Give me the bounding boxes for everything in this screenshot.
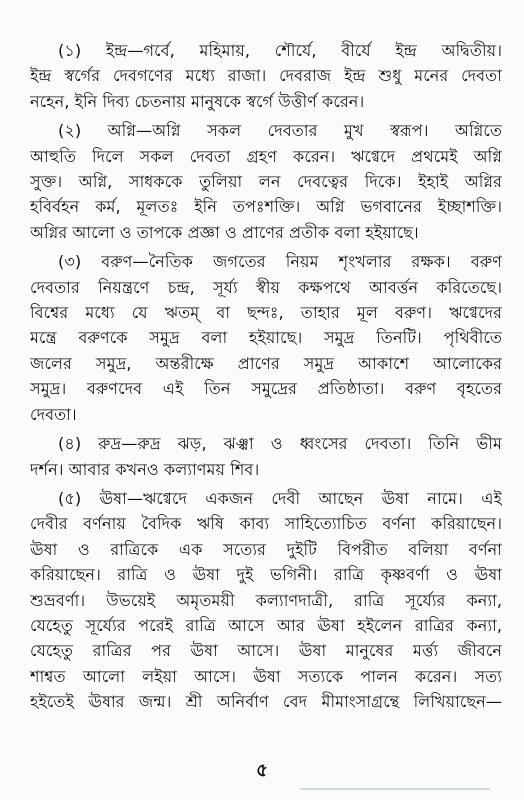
page-number: ৫ <box>256 760 268 781</box>
text-line: (৫) ঊষা—ঋগ্বেদে একজন দেবী আছেন ঊষা নামে। এই <box>58 488 502 508</box>
paragraph-rudra <box>30 431 502 482</box>
text-line: মন্ত্রে বরুণকে সমুদ্র বলা হইয়াছে। সমুদ্র তিনটি। পৃথিবীতে <box>30 328 502 348</box>
scan-artifact <box>300 788 490 796</box>
text-line: জলের সমুদ্র, অন্তরীক্ষে প্রাণের সমুদ্র আকাশে আলোকের <box>30 353 502 373</box>
text-line: দেবতা। <box>30 404 77 424</box>
text-line: হবির্বহন কর্ম, মূলতঃ ইনি তপঃশক্তি। অগ্নি ভগবানের ইচ্ছাশক্তি। <box>30 197 502 217</box>
text-line: দর্শন। আবার কখনও কল্যাণময় শিব। <box>30 459 260 479</box>
text-line: সুক্ত। অগ্নি, সাধককে তুলিয়া লন দেবত্বের দিকে। ইহাই অগ্নির <box>30 172 502 192</box>
text-line: ইন্দ্র স্বর্গের দেবগণের মধ্যে রাজা। দেবরাজ ইন্দ্র শুধু মনের দেবতা <box>30 66 502 86</box>
paragraph-indra <box>30 38 502 114</box>
paragraph-varuna <box>30 249 502 427</box>
text-line: দেবতার নিয়ন্ত্রণে চন্দ্র, সূর্য্য স্বীয় কক্ষপথে আবর্ত্তন করিতেছে। <box>30 277 502 297</box>
text-line: আহুতি দিলে সকল দেবতা গ্রহণ করেন। ঋগ্বেদে প্রথমেই অগ্নি <box>30 146 502 166</box>
text-line: অগ্নির আলো ও তাপকে প্রজ্ঞা ও প্রাণের প্রতীক বলা হইয়াছে। <box>30 222 419 242</box>
text-line: যেহেতু রাত্রির পর ঊষা আসে। ঊষা মানুষের মর্ত্ত্য জীবনে <box>30 641 502 661</box>
text-line: (১) ইন্দ্র—গর্বে, মহিমায়, শৌর্যে, বীর্যে ইন্দ্র অদ্বিতীয়। <box>58 41 502 60</box>
text-line: করিয়াছেন। রাত্রি ও ঊষা দুই ভগিনী। রাত্রি কৃষ্ণবর্ণা ও ঊষা <box>30 565 502 585</box>
text-line: সমুদ্র। বরুণদেব এই তিন সমুদ্রের প্রতিষ্ঠাতা। বরুণ বৃহতের <box>30 379 502 399</box>
paragraph-agni <box>30 118 502 245</box>
text-line: বিশ্বের মধ্যে যে ঋতম্ বা ছন্দঃ, তাহার মূল বরুণ। ঋগ্বেদের <box>30 303 502 323</box>
text-line: যেহেতু সূর্য্যের পরেই রাত্রি আসে আর ঊষা হইলেন রাত্রির কন্যা, <box>30 615 502 635</box>
text-line: ঊষা ও রাত্রিকে এক সত্যের দুইটি বিপরীত বলিয়া বর্ণনা <box>30 539 502 559</box>
text-line: (৪) রুদ্র—রুদ্র ঝড়, ঝঞ্ঝা ও ধ্বংসের দেবতা। তিনি ভীম <box>58 434 502 454</box>
text-line: শাশ্বত আলো লইয়া আসে। ঊষা সত্যকে পালন করেন। সত্য <box>30 666 502 686</box>
paragraph-usha <box>30 486 502 715</box>
text-line: (৩) বরুণ—নৈতিক জগতের নিয়ম শৃংখলার রক্ষক। বরুণ <box>58 252 502 272</box>
text-line: শুভ্রবর্ণা। উভয়েই অমৃতময়ী কল্যাণদাত্রী, রাত্রি সূর্য্যের কন্যা, <box>30 590 502 610</box>
text-line: নহেন, ইনি দিব্য চেতনায় মানুষকে স্বর্গে উত্তীর্ণ করেন। <box>30 91 365 111</box>
text-line: দেবীর বর্ণনায় বৈদিক ঋষি কাব্য সাহিত্যোচিত বর্ণনা করিয়াছেন। <box>30 514 502 534</box>
text-line: (২) অগ্নি—অগ্নি সকল দেবতার মুখ স্বরূপ। অগ্নিতে <box>58 121 502 141</box>
text-line: হইতেই ঊষার জন্ম। শ্রী অনির্বাণ বেদ মীমাংসাগ্রন্থে লিখিয়াছেন— <box>30 692 502 712</box>
